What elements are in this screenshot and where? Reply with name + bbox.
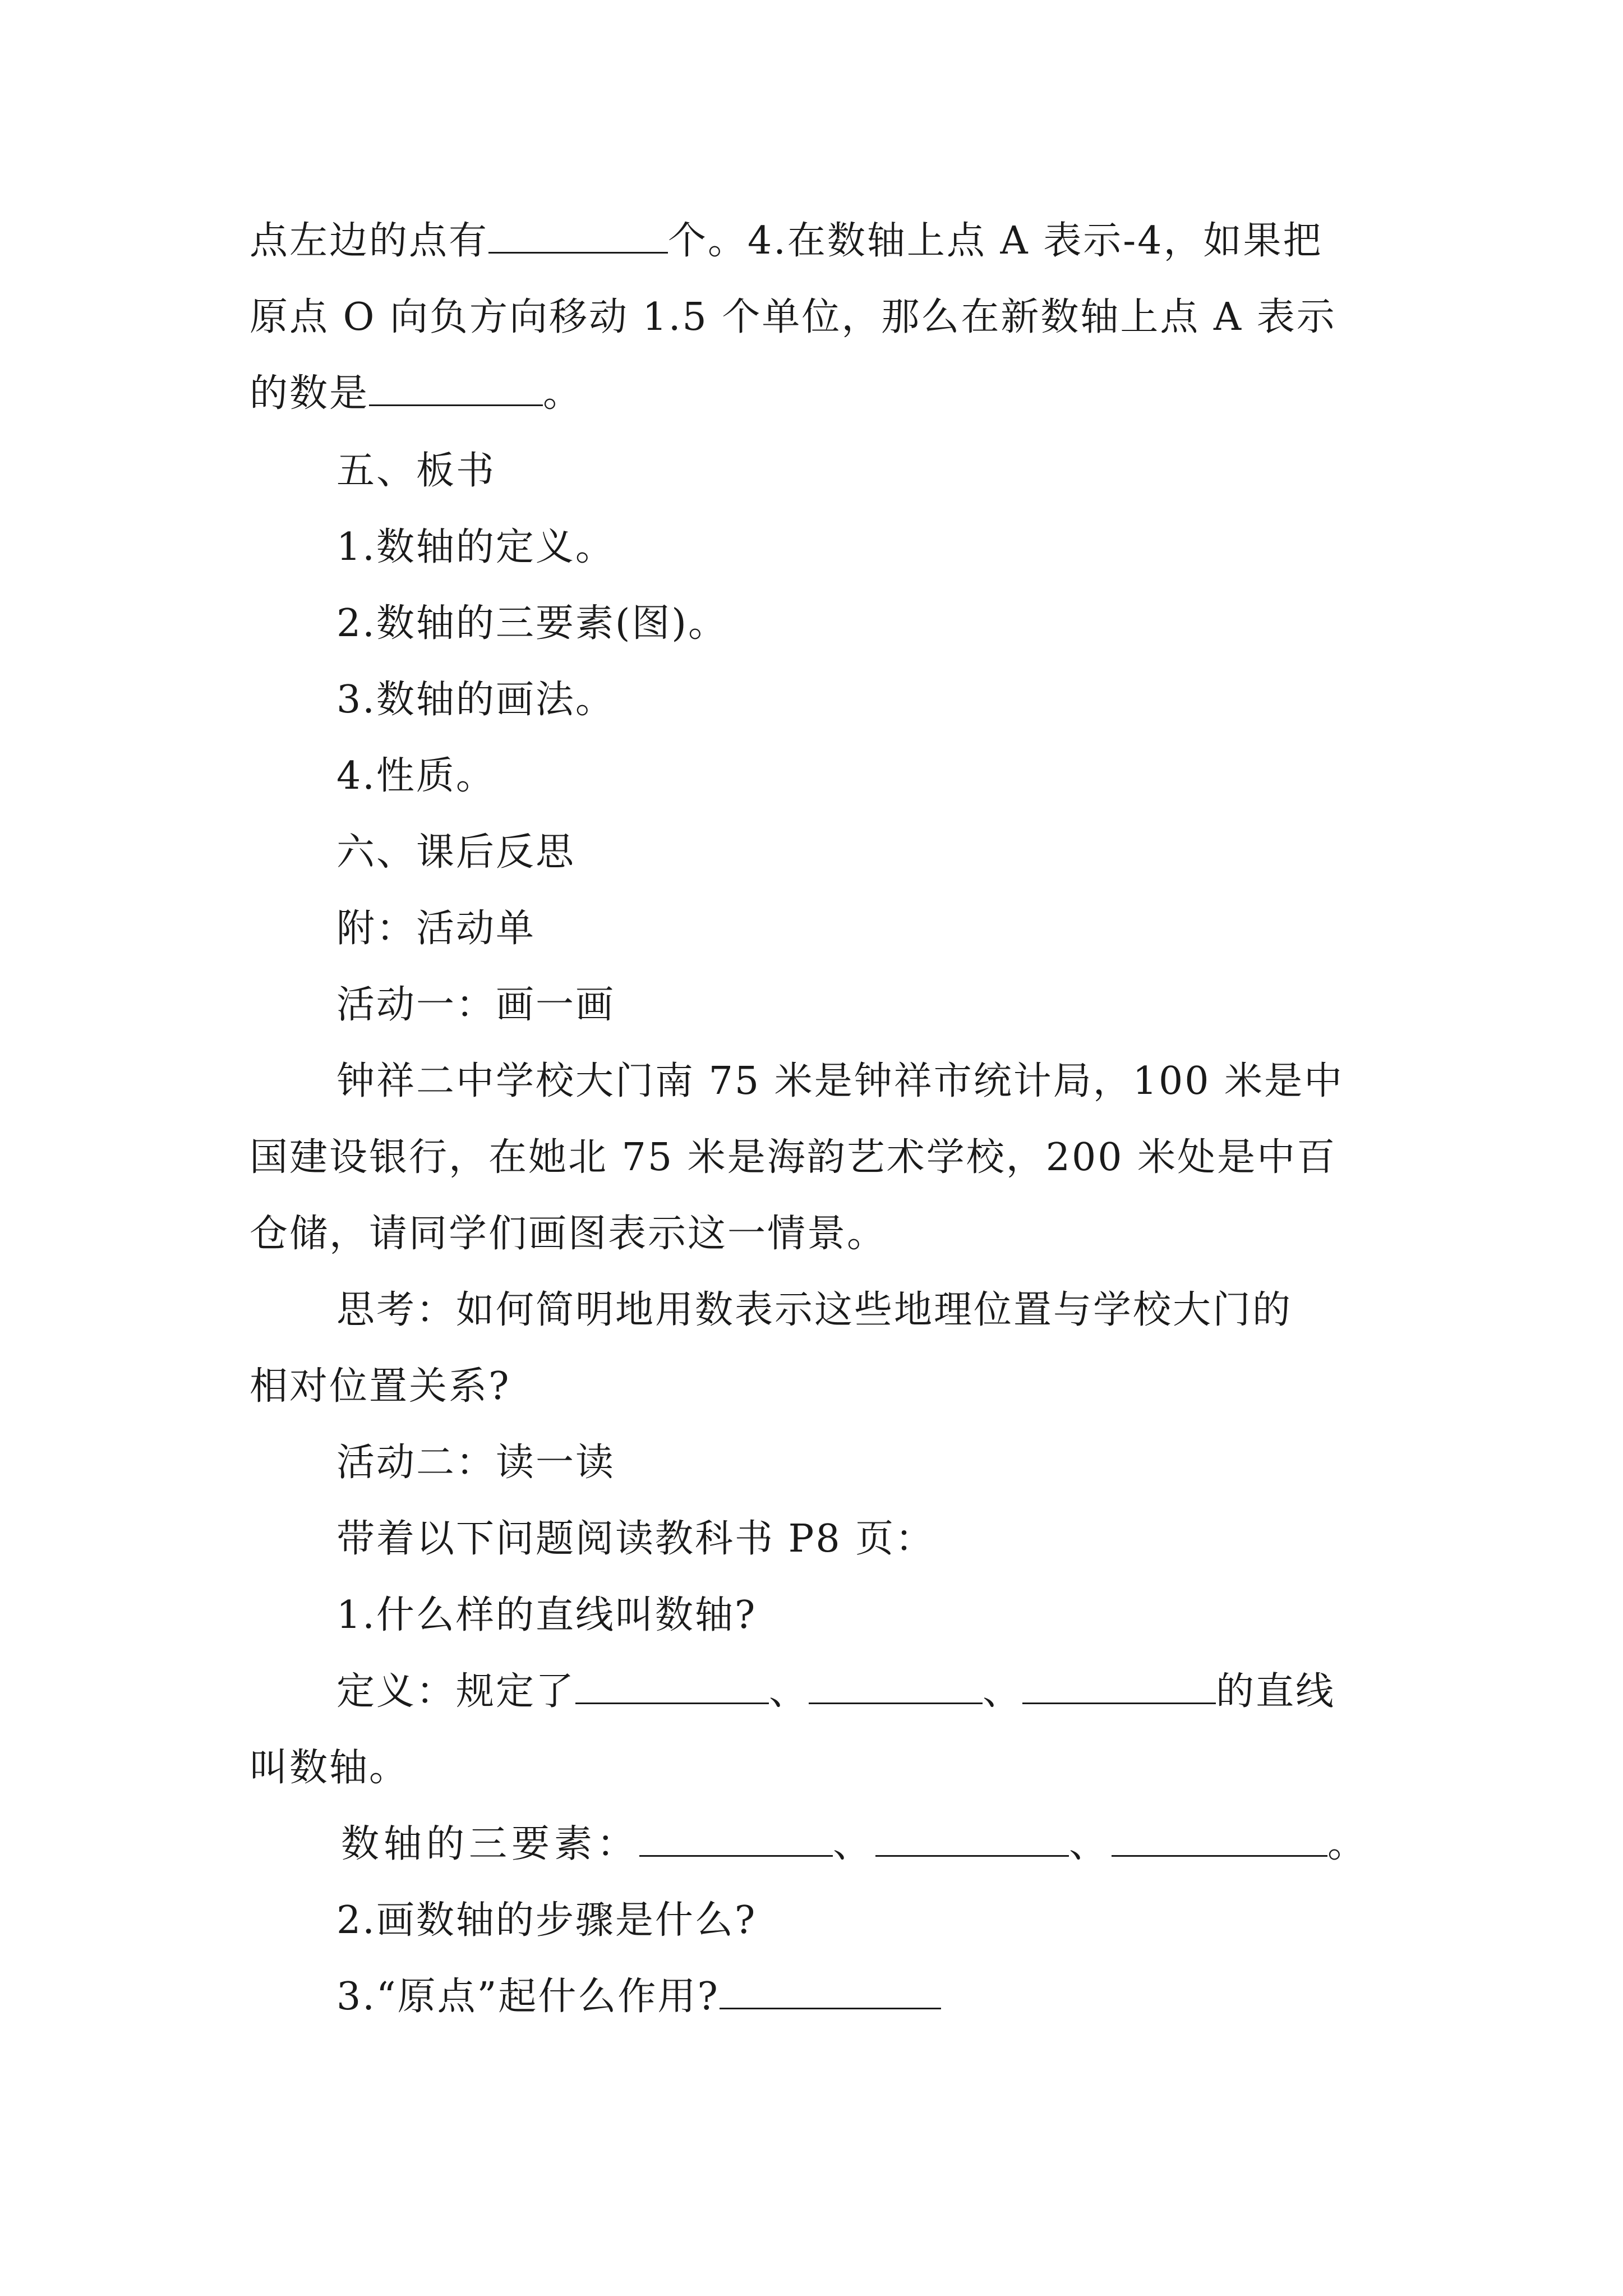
text-line-3: [250, 371, 583, 416]
text-segment: 、: [769, 1669, 809, 1714]
appendix-heading: 附：活动单: [336, 907, 536, 951]
text-line-1: [250, 219, 1322, 264]
board-item-3: 3.数轴的画法。: [336, 678, 615, 722]
question-3: [336, 1975, 941, 2019]
text-segment: 、: [983, 1669, 1023, 1714]
answer-blank: [875, 1823, 1069, 1857]
activity-1-heading: 活动一：画一画: [336, 983, 616, 1027]
text-line-2: 原点 O 向负方向移动 1.5 个单位，那么在新数轴上点 A 表示: [250, 295, 1336, 339]
text-segment: 的数是: [250, 371, 370, 416]
answer-blank: [488, 219, 668, 254]
text-segment: 、: [1069, 1822, 1112, 1866]
activity-2-heading: 活动二：读一读: [336, 1441, 616, 1485]
paragraph-line: 仓储，请同学们画图表示这一情景。: [250, 1212, 887, 1256]
question-2: 2.画数轴的步骤是什么?: [336, 1898, 757, 1943]
paragraph-line: 钟祥二中学校大门南 75 米是钟祥市统计局，100 米是中: [336, 1059, 1344, 1103]
answer-blank: [639, 1823, 833, 1857]
answer-blank: [809, 1670, 983, 1704]
text-segment: 。: [543, 371, 583, 416]
answer-blank: [1022, 1670, 1216, 1704]
answer-blank: [1112, 1823, 1327, 1857]
text-segment: 数轴的三要素：: [341, 1822, 640, 1866]
text-segment: 定义：规定了: [336, 1669, 576, 1714]
section-heading-reflection: 六、课后反思: [336, 830, 576, 875]
answer-blank: [369, 372, 543, 406]
three-elements-line: [341, 1822, 1370, 1867]
thinking-prompt-cont: 相对位置关系?: [250, 1364, 511, 1409]
board-item-2: 2.数轴的三要素(图)。: [336, 601, 728, 646]
definition-line: [336, 1669, 1335, 1714]
definition-line-cont: 叫数轴。: [250, 1746, 409, 1790]
text-segment: 点左边的点有: [250, 219, 489, 263]
reading-instruction: 带着以下问题阅读教科书 P8 页：: [336, 1517, 935, 1561]
answer-blank: [720, 1975, 941, 2009]
question-1: 1.什么样的直线叫数轴?: [336, 1593, 757, 1637]
section-heading-board: 五、板书: [336, 449, 496, 493]
answer-blank: [575, 1670, 769, 1704]
text-segment: 个。4.在数轴上点 A 表示-4，如果把: [668, 219, 1323, 263]
text-segment: 、: [833, 1822, 876, 1866]
text-segment: 的直线: [1216, 1669, 1336, 1714]
text-segment: 3.“原点”起什么作用?: [336, 1975, 720, 2019]
thinking-prompt: 思考：如何简明地用数表示这些地理位置与学校大门的: [336, 1288, 1293, 1332]
paragraph-line: 国建设银行，在她北 75 米是海韵艺术学校，200 米处是中百: [250, 1135, 1337, 1180]
board-item-1: 1.数轴的定义。: [336, 525, 615, 569]
board-item-4: 4.性质。: [336, 754, 496, 798]
text-segment: 。: [1327, 1822, 1371, 1866]
